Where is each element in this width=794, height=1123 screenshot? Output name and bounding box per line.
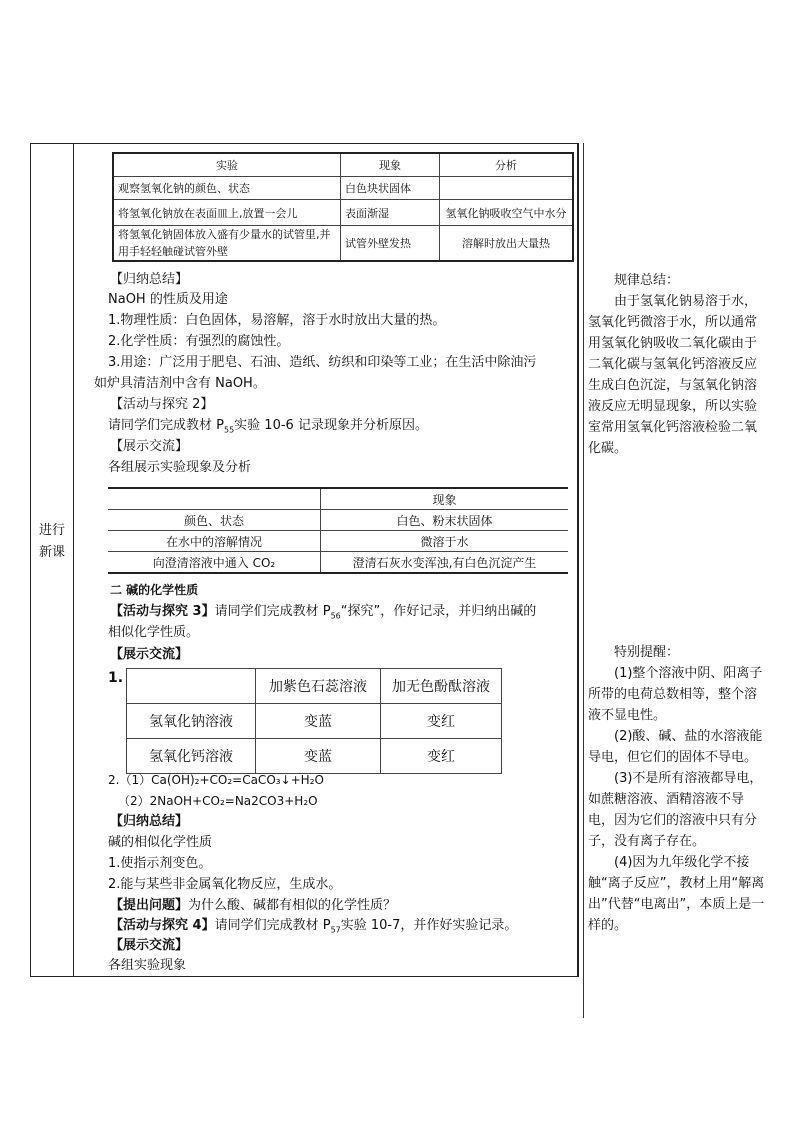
show-title: 【展示交流】 [110, 439, 189, 454]
table-header: 现象 [321, 488, 569, 510]
summary-text: 1.使指示剂变色。 [108, 856, 212, 871]
activity-title: 【活动与探究 2】 [110, 397, 214, 412]
table-cell: 变蓝 [256, 704, 381, 739]
table-cell: 白色块状固体 [341, 177, 440, 200]
activity-text-part: 请同学们完成教材 P [108, 418, 224, 433]
side-note-body: 由于氢氧化钠易溶于水，氢氧化钙微溶于水，所以通常用氢氧化钠吸收二氧化碳由于二氧化碳与氢氧化钙溶液反应生成白色沉淀，与氢氧化钠溶液反应无明显现象，所以实验室常用氢氧化钙溶液检验二氧化碳。 [588, 294, 758, 456]
equation: 2.（1）Ca(OH)₂+CO₂=CaCO₃↓+H₂O [108, 773, 324, 787]
activity-text-part: 请同学们完成教材 P [214, 918, 331, 933]
summary-subtitle: 碱的相似化学性质 [108, 835, 213, 850]
indicator-table [126, 668, 502, 774]
show-title: 【展示交流】 [110, 938, 189, 953]
show-title: 【展示交流】 [110, 647, 189, 662]
question-title: 【提出问题】 [110, 898, 189, 913]
activity-text-part: “探究”，作好记录，并归纳出碱的 [340, 604, 537, 619]
table-cell: 氢氧化钠溶液 [127, 704, 256, 739]
subscript: 56 [330, 611, 341, 621]
table-row [127, 739, 502, 774]
table-header [108, 488, 321, 510]
side-column-line [583, 143, 584, 1018]
table-cell [440, 177, 574, 200]
question-body: 为什么酸、碱都有相似的化学性质？ [188, 898, 397, 913]
side-note-reminder [588, 642, 768, 936]
table-row [108, 531, 568, 552]
table-header [127, 669, 256, 704]
subscript: 55 [223, 425, 235, 435]
table-cell: 试管外壁发热 [341, 226, 440, 262]
show-text: 各组实验现象 [108, 958, 187, 973]
table-row [127, 669, 502, 704]
row-label-line1: 进行 [38, 523, 65, 538]
table-cell: 变红 [381, 704, 502, 739]
table-cell: 氢氧化钠吸收空气中水分 [440, 200, 574, 226]
side-note-title: 特别提醒： [614, 645, 680, 660]
table-cell: 澄清石灰水变浑浊,有白色沉淀产生 [321, 552, 569, 574]
table-row [108, 552, 568, 574]
table-cell: 溶解时放出大量热 [440, 226, 574, 262]
column-divider [73, 143, 74, 977]
summary-subtitle: NaOH 的性质及用途 [108, 292, 228, 307]
summary-text: 3.用途：广泛用于肥皂、石油、造纸、纺织和印染等工业；在生活中除油污 [108, 355, 537, 370]
table-header: 加无色酚酞溶液 [381, 669, 502, 704]
table-row [108, 510, 568, 531]
table-cell: 表面渐湿 [341, 200, 440, 226]
summary-text: 如炉具清洁剂中含有 NaOH。 [94, 376, 266, 391]
experiment-table [112, 152, 574, 262]
table-cell: 将氢氧化钠固体放入盛有少量水的试管里,并用手轻轻触碰试管外壁 [113, 226, 341, 262]
calcium-hydroxide-table [108, 487, 568, 574]
summary-text: 1.物理性质：白色固体，易溶解，溶于水时放出大量的热。 [108, 313, 446, 328]
table-header: 实验 [113, 153, 341, 177]
table-cell: 在水中的溶解情况 [108, 531, 321, 552]
section-title: 二 碱的化学性质 [110, 583, 199, 597]
activity-text-part: 实验 10-6 记录现象并分析原因。 [234, 418, 428, 433]
table-cell: 向澄清溶液中通入 CO₂ [108, 552, 321, 574]
table-row [108, 488, 568, 510]
subscript: 57 [330, 925, 341, 935]
table-header: 分析 [440, 153, 574, 177]
table-cell: 微溶于水 [321, 531, 569, 552]
table-row [113, 200, 573, 226]
table-cell: 白色、粉末状固体 [321, 510, 569, 531]
table-row [113, 226, 573, 262]
summary-title: 【归纳总结】 [110, 272, 189, 287]
table-cell: 氢氧化钙溶液 [127, 739, 256, 774]
table-cell: 变蓝 [256, 739, 381, 774]
table-row [127, 704, 502, 739]
row-label [32, 520, 72, 564]
side-note-body: (4)因为九年级化学不接触“离子反应”，教材上用“解离出”代替“电离出”，本质上是一样的。 [588, 855, 765, 933]
table-cell: 变红 [381, 739, 502, 774]
question-text [110, 896, 396, 916]
table-row [113, 177, 573, 200]
item-number: 1. [108, 670, 124, 686]
summary-text: 2.能与某些非金属氧化物反应，生成水。 [108, 877, 342, 892]
activity-title: 【活动与探究 4】 [110, 918, 215, 933]
table-cell: 将氢氧化钠放在表面皿上,放置一会儿 [113, 200, 341, 226]
column-divider-right [578, 143, 579, 977]
activity-text: 相似化学性质。 [108, 625, 200, 640]
show-text: 各组展示实验现象及分析 [108, 460, 252, 475]
row-label-line2: 新课 [38, 545, 65, 560]
equation: （2）2NaOH+CO₂=Na2CO3+H₂O [118, 794, 318, 808]
summary-text: 2.化学性质：有强烈的腐蚀性。 [108, 334, 290, 349]
side-note-body: (1)整个溶液中阴、阳离子所带的电荷总数相等，整个溶液不显电性。 [588, 666, 763, 723]
table-header: 现象 [341, 153, 440, 177]
side-note-title: 规律总结： [614, 273, 680, 288]
activity-title: 【活动与探究 3】 [110, 604, 215, 619]
side-note-body: (2)酸、碱、盐的水溶液能导电，但它们的固体不导电。 [588, 729, 763, 765]
activity-text-part: 实验 10-7，并作好实验记录。 [340, 918, 518, 933]
table-header: 加紫色石蕊溶液 [256, 669, 381, 704]
activity-text-part: 请同学们完成教材 P [214, 604, 331, 619]
table-cell: 颜色、状态 [108, 510, 321, 531]
side-note-body: (3)不是所有溶液都导电，如蔗糖溶液、酒精溶液不导电，因为它们的溶液中只有分子，没有离子存在。 [588, 771, 763, 849]
table-cell: 观察氢氧化钠的颜色、状态 [113, 177, 341, 200]
summary-title: 【归纳总结】 [110, 814, 189, 829]
side-note-rules [588, 270, 768, 459]
